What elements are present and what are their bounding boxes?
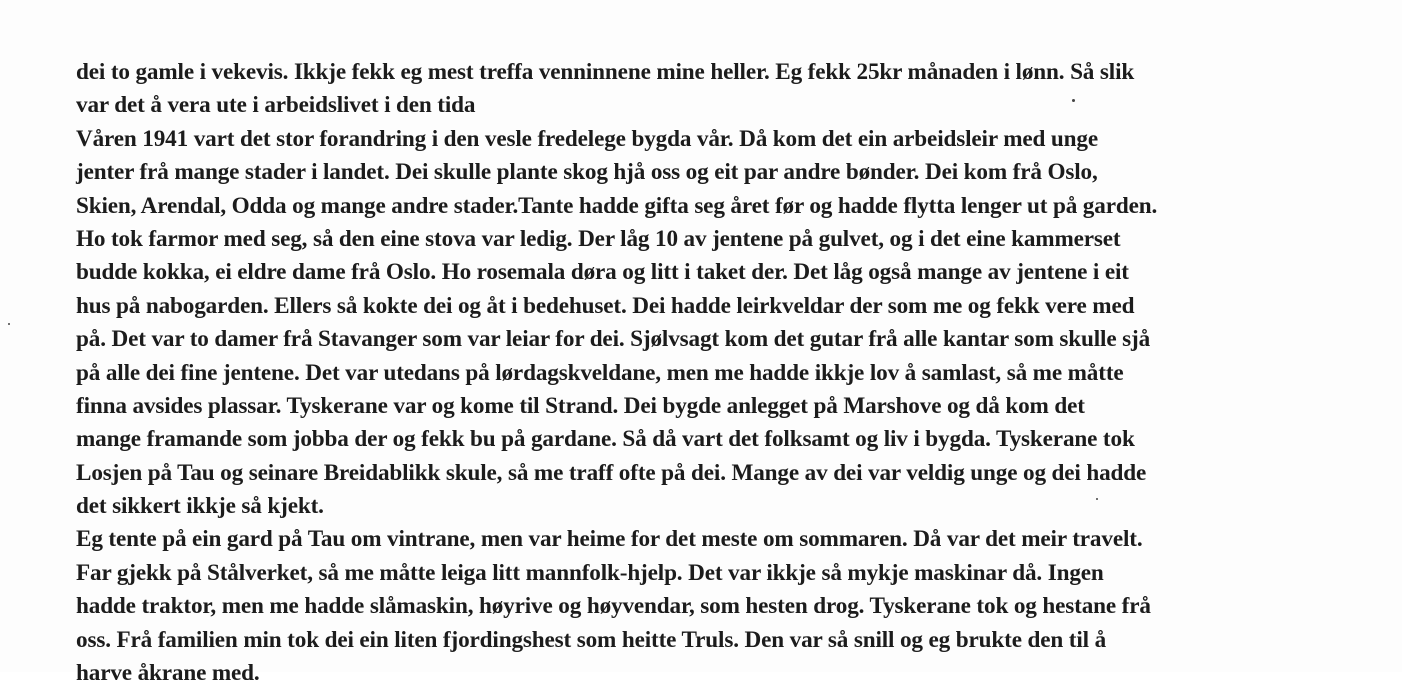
- text-line: Skien, Arendal, Odda og mange andre stader.Tante hadde gifta seg året før og hadde flytta lenger ut på garden.: [76, 192, 1158, 219]
- body-text: [76, 56, 1376, 690]
- scan-speck: [1072, 99, 1075, 102]
- text-line: oss. Frå familien min tok dei ein liten fjordingshest som heitte Truls. Den var så snill og eg brukte den til å: [76, 626, 1107, 653]
- text-line: Eg tente på ein gard på Tau om vintrane, men var heime for det meste om sommaren. Då var det meir travelt.: [76, 526, 1143, 553]
- text-line: finna avsides plassar. Tyskerane var og kome til Strand. Dei bygde anlegget på Marshove og då kom det: [76, 392, 1085, 419]
- text-line: på alle dei fine jentene. Det var utedans på lørdagskveldane, men me hadde ikkje lov å samlast, så me måtte: [76, 359, 1124, 386]
- text-line: det sikkert ikkje så kjekt.: [76, 493, 324, 520]
- text-line: harve åkrane med.: [76, 660, 260, 687]
- scan-speck: [1096, 498, 1098, 500]
- text-line: Våren 1941 vart det stor forandring i den vesle fredelege bygda vår. Då kom det ein arbeidsleir med unge: [76, 125, 1098, 152]
- text-line: dei to gamle i vekevis. Ikkje fekk eg mest treffa venninnene mine heller. Eg fekk 25kr månaden i lønn. Så slik: [76, 59, 1135, 85]
- text-line: mange framande som jobba der og fekk bu på gardane. Så då vart det folksamt og liv i bygda. Tyskerane tok: [76, 426, 1135, 453]
- text-line: jenter frå mange stader i landet. Dei skulle plante skog hjå oss og eit par andre bønder. Dei kom frå Oslo,: [76, 159, 1098, 186]
- text-line: hus på nabogarden. Ellers så kokte dei og åt i bedehuset. Dei hadde leirkveldar der som me og fekk vere med: [76, 292, 1135, 319]
- text-line: var det å vera ute i arbeidslivet i den tida: [76, 92, 476, 119]
- text-line: på. Det var to damer frå Stavanger som var leiar for dei. Sjølvsagt kom det gutar frå alle kantar som skulle sjå: [76, 326, 1151, 353]
- text-line: hadde traktor, men me hadde slåmaskin, høyrive og høyvendar, som hesten drog. Tyskerane tok og hestane frå: [76, 593, 1151, 620]
- text-line: Far gjekk på Stålverket, så me måtte leiga litt mannfolk-hjelp. Det var ikkje så mykje maskinar då. Ingen: [76, 559, 1104, 586]
- text-line: Ho tok farmor med seg, så den eine stova var ledig. Der låg 10 av jentene på gulvet, og i det eine kammerset: [76, 225, 1121, 252]
- scan-speck: [8, 323, 10, 325]
- text-line: Losjen på Tau og seinare Breidablikk skule, så me traff ofte på dei. Mange av dei var veldig unge og dei hadde: [76, 459, 1147, 486]
- text-line: budde kokka, ei eldre dame frå Oslo. Ho rosemala døra og litt i taket der. Det låg også mange av jentene i eit: [76, 259, 1129, 286]
